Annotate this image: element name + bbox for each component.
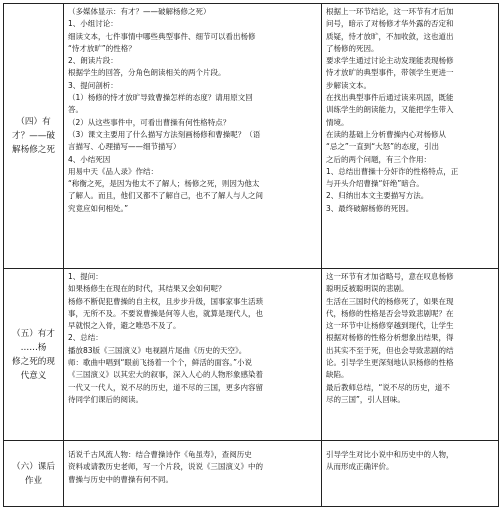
activity-text-line: 1、提问： bbox=[68, 272, 103, 281]
activity-text-line: 《三国演义》以其宏大的叙事，深入人心的人物形象感染着 bbox=[68, 370, 263, 380]
intent-text-line: 根据上一环节结论，这一环节有才后加 bbox=[326, 7, 454, 16]
activity-text-line: 2、朗读片段： bbox=[68, 56, 118, 66]
intent-text-line: 在找出典型事件后通过读来巩固，既能 bbox=[326, 93, 454, 103]
activity-text-line: 了解人。而且，他们又都不了解自己，也不了解人与人之间 bbox=[68, 191, 263, 201]
intent-text-line: 这一环节中让杨修穿越到现代，让学生 bbox=[326, 321, 454, 331]
activity-text-line: 待同学们课后的阅读。 bbox=[68, 394, 143, 404]
teaching-activity-cell bbox=[64, 4, 322, 268]
step-label-cell bbox=[4, 269, 64, 440]
activity-text-line: 杨修不断促犯曹操的自主权，且步步升级，国事家事生活琐 bbox=[68, 296, 263, 306]
table-row bbox=[4, 440, 498, 506]
intent-text-line: 了杨修的死因。 bbox=[326, 43, 379, 53]
intent-text-line: “忌之”一直到“大怒”的态度，引出 bbox=[326, 142, 440, 152]
step-label-cell bbox=[4, 4, 64, 268]
intent-text-line: 恃才放旷的典型事件，带领学生更进一 bbox=[326, 68, 454, 78]
activity-text-line: （1）杨修的恃才放旷导致曹操怎样的态度？请用原文回 bbox=[68, 93, 253, 103]
intent-text-line: 3、最终破解杨修的死因。 bbox=[326, 203, 414, 213]
activity-text-line: 言描写、心理描写——细节描写） bbox=[68, 142, 181, 152]
intent-text-line: 与开头介绍曹操“奸绝”暗合。 bbox=[326, 179, 424, 189]
design-intent-cell bbox=[322, 269, 498, 440]
step-label-line: （六）课后 bbox=[12, 461, 55, 472]
activity-text-line: 3、提问剖析： bbox=[68, 80, 118, 90]
intent-text-line: 训练学生的朗读能力，又能把学生带入 bbox=[326, 105, 454, 115]
intent-text-line: 步解读文本。 bbox=[326, 80, 371, 90]
activity-text-line: 用易中天《品人录》作结： bbox=[68, 166, 158, 176]
intent-text-line: 缺陷。 bbox=[326, 370, 349, 380]
step-label-line: 作业 bbox=[24, 475, 43, 486]
intent-text-line: 质疑，恃才放旷，不加收敛，这也道出 bbox=[326, 31, 454, 41]
intent-text-line: 情境。 bbox=[326, 117, 349, 127]
teaching-activity-cell bbox=[64, 441, 322, 506]
activity-text-line: 曹操与历史中的曹操有何不同。 bbox=[68, 474, 173, 484]
activity-text-line: 事，无所不及。不要说曹操是何等人也，就算是现代人，也 bbox=[68, 308, 263, 318]
activity-text-line: 资料或请教历史老师，写一个片段，说说《三国演义》中的 bbox=[68, 462, 263, 472]
activity-text-line: 1、小组讨论： bbox=[68, 19, 118, 29]
step-label-line: 解杨修之死 bbox=[12, 145, 55, 155]
activity-text-line: 话说千古风流人物：结合曹操诗作《龟虽寿》，查阅历史 bbox=[68, 450, 252, 459]
step-label bbox=[12, 460, 55, 488]
step-label-line: 修之死的现 bbox=[12, 356, 55, 367]
intent-text-line: 在读的基础上分析曹操内心对杨修从 bbox=[326, 129, 446, 139]
step-label bbox=[12, 327, 55, 383]
intent-text-line: 出其实不至于死，但也会导致悲剧的结 bbox=[326, 345, 454, 355]
intent-text-line: 尽的三国”，引人回味。 bbox=[326, 394, 405, 404]
activity-text-line: “称衡之死，是因为他太不了解人；杨修之死，则因为他太 bbox=[68, 179, 260, 189]
table-row bbox=[4, 4, 498, 268]
step-label-line: （五）有才 bbox=[12, 328, 55, 339]
activity-text-line: 如果杨修生在现在的时代，其结果又会如何呢？ bbox=[68, 284, 226, 294]
intent-text-line: 根据对杨修的性格分析想象出结果，得 bbox=[326, 333, 454, 343]
table-row bbox=[4, 268, 498, 440]
activity-text-line: 究竟应如何相处。” bbox=[68, 203, 129, 213]
activity-text-line: 根据学生的回答，分角色朗读相关的两个片段。 bbox=[68, 68, 226, 78]
intent-text-line: 生活在三国时代的杨修死了，如果在现 bbox=[326, 296, 454, 306]
activity-text-line: 4、小结死因 bbox=[68, 154, 111, 164]
intent-text-line: 要求学生通过讨论主动发现能表现杨修 bbox=[326, 56, 454, 66]
teaching-activity-cell bbox=[64, 269, 322, 440]
activity-text-line: 早就恨之入骨，避之唯恐不及了。 bbox=[68, 321, 181, 331]
intent-text-line: 1、总结出曹操十分奸诈的性格特点，正 bbox=[326, 166, 459, 176]
activity-text-line: 2、总结： bbox=[68, 333, 103, 343]
intent-text-line: 2、归纳出本文主要描写方法。 bbox=[326, 191, 429, 201]
intent-text-line: 引导学生对比小说中和历史中的人物， bbox=[326, 450, 454, 459]
intent-text-line: 最后教师总结，“说不尽的历史，道不 bbox=[326, 382, 450, 392]
intent-text-line: 问号，暗示了对杨修才华外露的否定和 bbox=[326, 19, 454, 29]
intent-text-line: 论。引导学生更深刻地认识杨修的性格 bbox=[326, 358, 454, 368]
design-intent-cell bbox=[322, 441, 498, 506]
intent-text-line: 这一环节有才加省略号，意在叹息杨修 bbox=[326, 272, 454, 281]
intent-text-line: 聪明反被聪明误的悲剧。 bbox=[326, 284, 409, 294]
activity-text-line: 播放83版《三国演义》电视剧片尾曲《历史的天空》。 bbox=[68, 345, 247, 355]
step-label-line: 才？——破 bbox=[12, 131, 55, 141]
lesson-plan-table bbox=[3, 3, 499, 507]
activity-text-line: “恃才放旷”的性格？ bbox=[68, 43, 136, 53]
step-label-line: ……杨 bbox=[20, 342, 47, 353]
intent-text-line: 之后的两个问题，有三个作用： bbox=[326, 154, 431, 164]
intent-text-line: 从而形成正确评价。 bbox=[326, 462, 394, 472]
activity-text-line: 答。 bbox=[68, 105, 83, 115]
activity-text-line: （多媒体显示：有才？——破解杨修之死） bbox=[68, 7, 211, 16]
activity-text-line: （2）从这些事件中，可看出曹操有何性格特点？ bbox=[68, 117, 231, 127]
step-label-line: （四）有 bbox=[16, 117, 51, 127]
activity-text-line: 一代又一代人，说不尽的历史，道不尽的三国，更多内容留 bbox=[68, 382, 263, 392]
design-intent-cell bbox=[322, 4, 498, 268]
step-label bbox=[12, 115, 55, 157]
step-label-line: 代意义 bbox=[20, 370, 47, 381]
step-label-cell bbox=[4, 441, 64, 506]
activity-text-line: （3）课文主要用了什么描写方法刻画杨修和曹操呢？（语 bbox=[68, 129, 261, 139]
activity-text-line: 师：歌曲中唱到“眼前飞扬着一个个，鲜活的面容。”小说 bbox=[68, 358, 253, 368]
intent-text-line: 代，杨修的性格是否会导致悲剧呢？在 bbox=[326, 308, 454, 318]
activity-text-line: 细读文本，七件事情中哪些典型事件、细节可以看出杨修 bbox=[68, 31, 256, 41]
